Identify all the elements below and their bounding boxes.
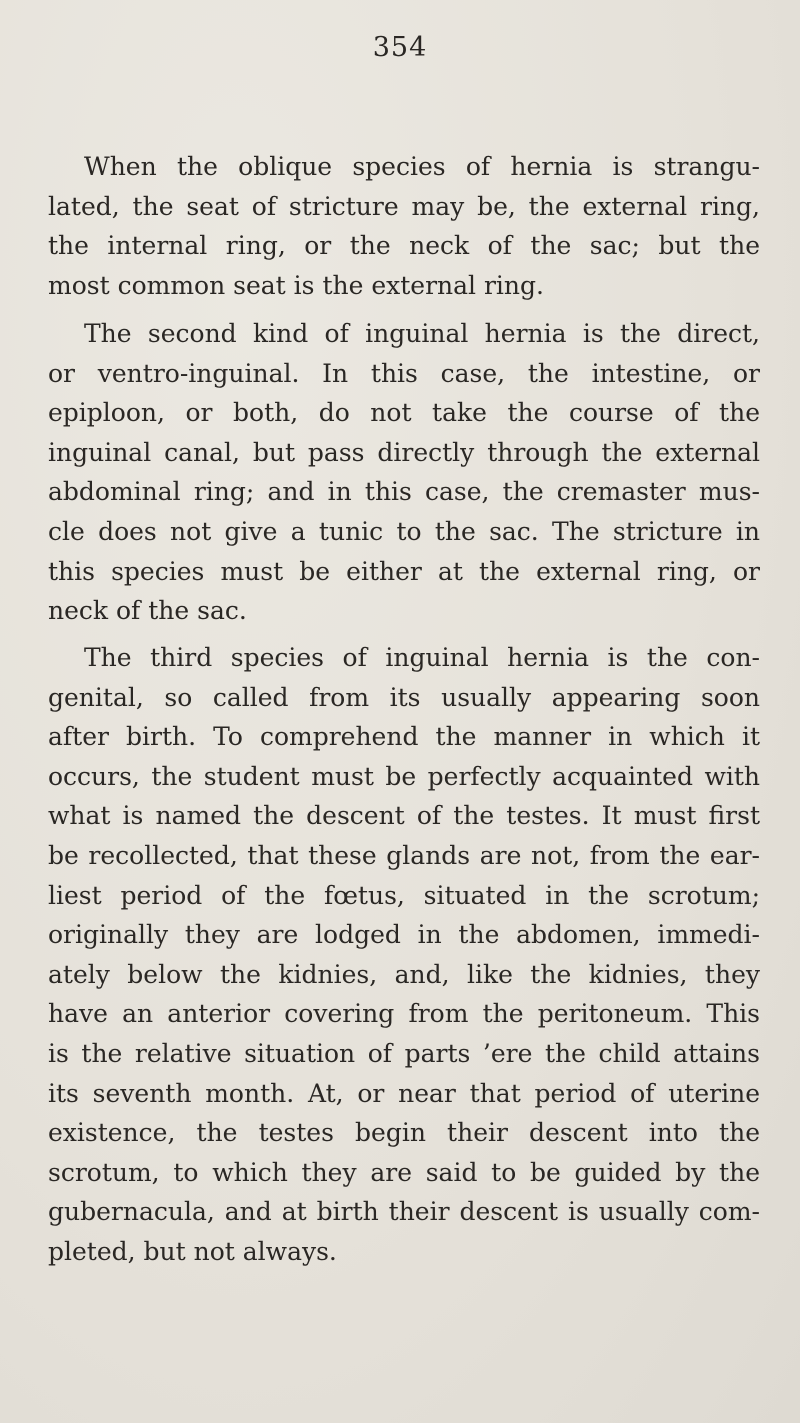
text-line: liest period of the fœtus, situated in the scrotum;	[48, 880, 760, 910]
text-line: existence, the testes begin their descent into the	[48, 1118, 760, 1148]
text-line: ately below the kidnies, and, like the kidnies, they	[48, 959, 760, 989]
text-line: lated, the seat of stricture may be, the external ring,	[48, 191, 760, 221]
text-line: have an anterior covering from the peritoneum. This	[48, 999, 760, 1029]
text-line: after birth. To comprehend the manner in which it	[48, 722, 760, 752]
text-line: what is named the descent of the testes. It must first	[48, 801, 760, 831]
text-line: When the oblique species of hernia is strangu-	[84, 152, 760, 181]
page-number: 354	[372, 32, 428, 63]
paragraph-oblique-hernia	[48, 147, 760, 305]
text-line: The second kind of inguinal hernia is the direct,	[84, 319, 760, 348]
text-line: occurs, the student must be perfectly acquainted with	[48, 761, 760, 791]
text-line: this species must be either at the external ring, or	[48, 556, 760, 586]
text-line: abdominal ring; and in this case, the cremaster mus-	[48, 477, 760, 507]
text-line: The third species of inguinal hernia is the con-	[84, 643, 760, 672]
paragraph-congenital-hernia	[48, 638, 760, 1272]
paragraph-direct-hernia	[48, 314, 760, 631]
text-line: epiploon, or both, do not take the course of the	[48, 398, 760, 428]
text-line: inguinal canal, but pass directly through the external	[48, 437, 760, 467]
text-line: cle does not give a tunic to the sac. The stricture in	[48, 516, 760, 546]
text-line: most common seat is the external ring.	[48, 270, 544, 300]
text-line: originally they are lodged in the abdomen, immedi-	[48, 920, 760, 950]
text-line: or ventro-inguinal. In this case, the intestine, or	[48, 358, 760, 388]
text-line: the internal ring, or the neck of the sac; but the	[48, 231, 760, 261]
text-line: scrotum, to which they are said to be guided by the	[48, 1157, 760, 1187]
text-line: pleted, but not always.	[48, 1236, 337, 1266]
text-line: neck of the sac.	[48, 596, 247, 626]
text-line: is the relative situation of parts ’ere the child attains	[48, 1038, 760, 1068]
text-line: be recollected, that these glands are not, from the ear-	[48, 840, 760, 870]
text-line: genital, so called from its usually appearing soon	[48, 682, 760, 712]
text-line: gubernacula, and at birth their descent is usually com-	[48, 1197, 760, 1227]
text-line: its seventh month. At, or near that period of uterine	[48, 1078, 760, 1108]
